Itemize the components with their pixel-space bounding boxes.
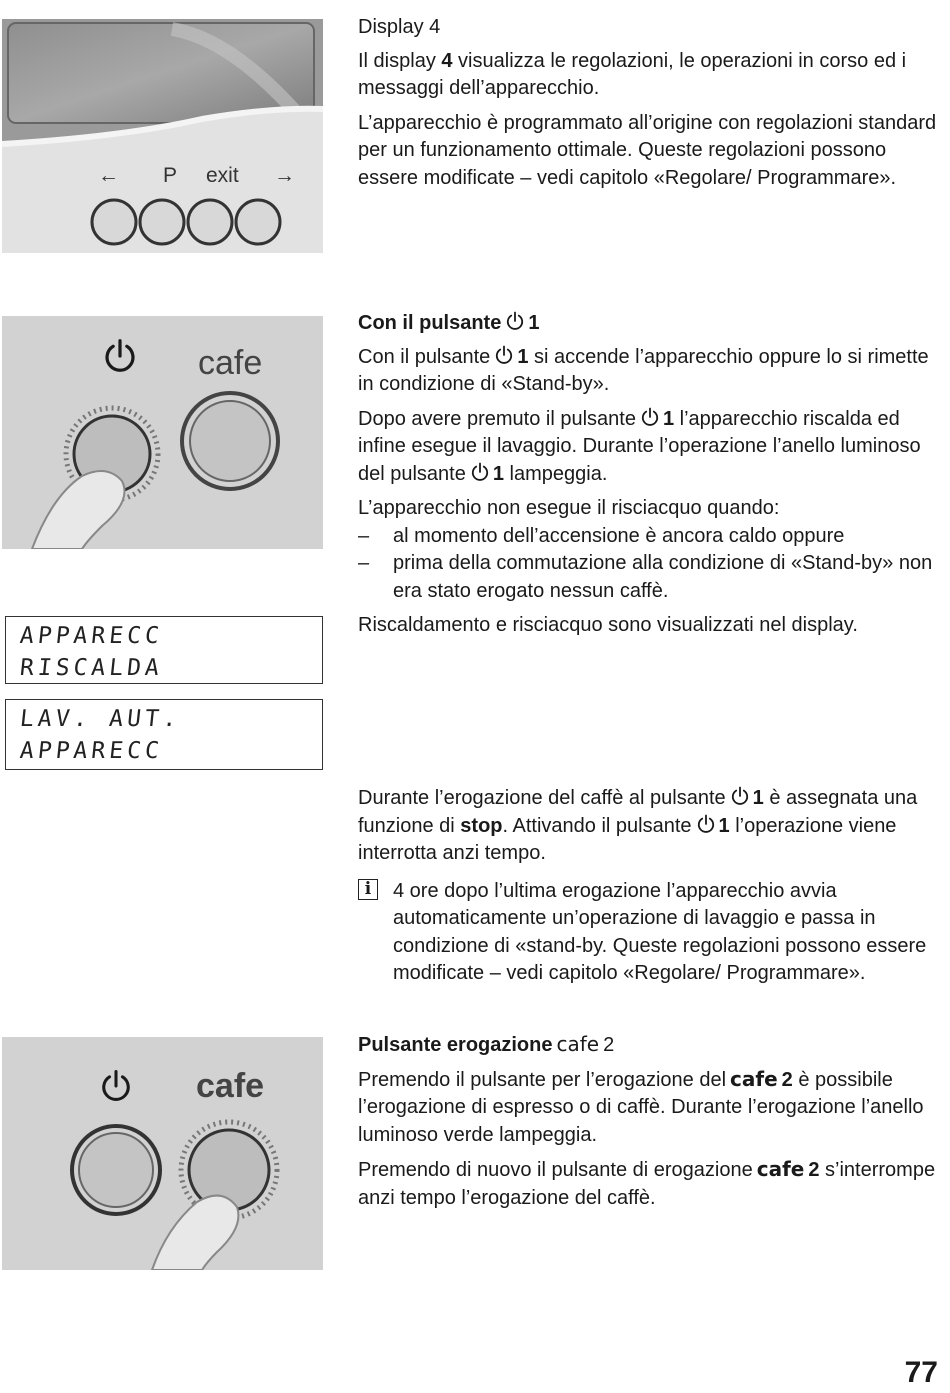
list-item: – al momento dell’accensione è ancora caldo oppure xyxy=(358,523,938,551)
power-paragraph-4: Riscaldamento e risciacquo sono visualizzati nel display. xyxy=(358,614,858,636)
right-arrow-icon: → xyxy=(274,164,295,187)
power-button-photo xyxy=(2,316,323,549)
left-arrow-icon: ← xyxy=(98,164,119,187)
section-power xyxy=(358,310,938,647)
lcd-line: APPARECC xyxy=(18,623,165,649)
power-icon xyxy=(470,462,490,482)
cafe-label: cafe xyxy=(196,1067,265,1105)
lcd-line: LAV. AUT. xyxy=(18,706,182,732)
lcd-line: APPARECC xyxy=(18,738,165,764)
power-icon xyxy=(494,345,514,365)
cafe-paragraph-1: Premendo il pulsante per l’erogazione del cafe 2 è possibile l’erogazione di espresso o di caffè. Durante l’erogazione l’anello luminoso verde lampeggia. xyxy=(358,1066,924,1146)
power-paragraph-1: Con il pulsante 1 si accende l’apparecchio oppure lo si rimette in condizione di «Stand-by». xyxy=(358,345,929,395)
lcd-display-heating xyxy=(5,616,323,684)
info-text: 4 ore dopo l’ultima erogazione l’apparecchio avvia automaticamente un’operazione di lavaggio e passa in condizione di «stand-by. Queste regolazioni possono essere modificate – vedi capitolo «Regolare/ Programmare». xyxy=(393,879,927,984)
lcd-line: RISCALDA xyxy=(18,655,165,681)
power-icon xyxy=(730,786,750,806)
power-icon xyxy=(505,311,525,331)
display-panel-photo xyxy=(2,19,323,253)
display-paragraph-2: L’apparecchio è programmato all’origine con regolazioni standard per un funzionamento ottimale. Queste regolazioni possono essere modificate – vedi capitolo «Regolare/ Programmare». xyxy=(358,111,937,189)
cafe-label: cafe xyxy=(198,344,263,382)
power-icon xyxy=(640,407,660,427)
power-heading: Con il pulsante 1 xyxy=(358,312,540,334)
info-note xyxy=(358,878,938,988)
cafe-paragraph-2: Premendo di nuovo il pulsante di erogazione cafe 2 s’interrompe anzi tempo l’erogazione del caffè. xyxy=(358,1157,936,1209)
cafe-heading: Pulsante erogazione cafe 2 xyxy=(358,1032,615,1056)
info-icon: i xyxy=(358,879,378,900)
power-paragraph-2: Dopo avere premuto il pulsante 1 l’apparecchio riscalda ed infine esegue il lavaggio. Durante l’operazione l’anello luminoso del pulsante 1 lampeggia. xyxy=(358,407,921,485)
section-display xyxy=(358,14,938,199)
p-label: P xyxy=(163,164,178,187)
page-number: 77 xyxy=(904,1356,938,1389)
lcd-display-rinse xyxy=(5,699,323,770)
display-heading: Display 4 xyxy=(358,16,441,38)
section-stop xyxy=(358,785,938,988)
section-cafe xyxy=(358,1031,938,1219)
exit-label: exit xyxy=(206,164,239,187)
stop-paragraph: Durante l’erogazione del caffè al pulsante 1 è assegnata una funzione di stop. Attivando il pulsante 1 l’operazione viene interrotta anzi tempo. xyxy=(358,787,918,864)
display-paragraph-1: Il display 4 visualizza le regolazioni, le operazioni in corso ed i messaggi dell’apparecchio. xyxy=(358,49,907,99)
rinse-conditions-list xyxy=(358,523,938,606)
power-icon xyxy=(696,814,716,834)
power-paragraph-3: L’apparecchio non esegue il risciacquo quando: xyxy=(358,497,780,519)
list-item: – prima della commutazione alla condizione di «Stand-by» non era stato erogato nessun caffè. xyxy=(358,550,938,605)
cafe-button-photo xyxy=(2,1037,323,1270)
